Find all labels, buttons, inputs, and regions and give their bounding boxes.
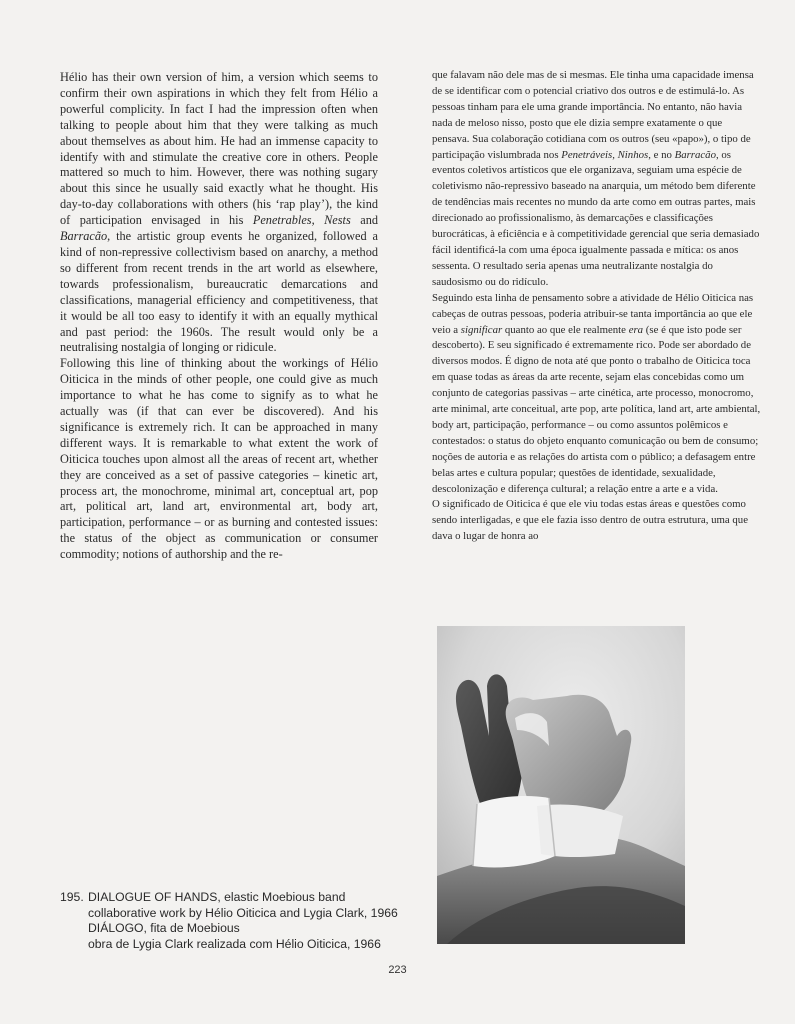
- barracao-title-en: Barracão: [60, 229, 108, 244]
- portuguese-column: [432, 68, 762, 545]
- caption-line-3: DIÁLOGO, fita de Moebious: [88, 921, 240, 935]
- portuguese-paragraph-3: O significado de Oiticica é que ele viu todas estas áreas e questões como sendo interligadas, e que ele fazia isso dentro de outra estrutura, uma que dava o lugar de honra ao: [432, 498, 748, 543]
- dialogue-of-hands-photo: [437, 626, 685, 944]
- page-number: 223: [388, 964, 407, 976]
- portuguese-paragraph-2: Seguindo esta linha de pensamento sobre a atividade de Hélio Oiticica nas cabeças de outras pessoas, poderia atribuir-se tanta importância ao que ele veio a significar quanto ao que ele realmente era (se é que isto pode ser descoberto). E seu significado é extremamente rico. Pode ser abordado de diversos modos. É digno de nota até que ponto o trabalho de Oiticica toca em quase todas as áreas da arte recente, sejam elas concebidas como um conjunto de categorias passivas – arte cinética, arte processo, monocromo, arte minimal, arte conceitual, arte pop, arte política, land art, arte ambiental, body art, participação, performance – ou como assuntos polêmicos e contestados: o status do objeto enquanto comunicação ou bem de consumo; noções de autoria e as relações do artista com o público; a defasagem entre belas artes e cultura popular; questões de identidade, sexualidade, descolonização e diferença cultural; a relação entre a arte e a vida.: [432, 291, 761, 495]
- works-title-pt: Penetráveis, Ninhos: [561, 148, 649, 161]
- figure-caption: [60, 890, 420, 952]
- english-paragraph-2: Following this line of thinking about the workings of Hélio Oiticica in the minds of other people, one could give as much importance to what he has come to signify as to what he actually was (if that can ever be discovered). And his significance is extremely rich. It can be approached in many different ways. It is remarkable to what extent the work of Oiticica touches upon almost all the areas of recent art, whether they are conceived as a set of passive categories – kinetic art, process art, the monochrome, minimal art, conceptual art, pop art, political art, land art, environmental art, body art, participation, performance – or as burning and contested issues: the status of the object as communication or consumer commodity; notions of authorship and the re-: [60, 356, 378, 562]
- english-paragraph-1: Hélio has their own version of him, a version which seems to confirm their own aspirations in which they felt from Hélio a powerful complicity. In fact I had the impression often when talking to people about him that they were talking as much about themselves as about him. He had an immense capacity to identify with and stimulate the creative core in others. People mattered so much to him. However, there was nothing sugary about this since he usually said exactly what he thought. His day-to-day collaborations with others (his ‘rap play’), the kind of participation envisaged in his Penetrables, Nests and Barracão, the artistic group events he organized, followed a kind of non-repressive collectivism based on anarchy, a method so different from recent trends in the art world as elsewhere, towards professionalism, bureaucratic demarcations and classifications, managerial efficiency and competitiveness, that it would be all too easy to identify it with an equally mythical and past period: the 1960s. The result would only be a neutralising nostalgia of longing or ridicule.: [60, 70, 378, 355]
- hands-photograph: [437, 626, 685, 944]
- figure-number: 195.: [60, 890, 84, 904]
- works-title-en: Penetrables, Nests: [252, 213, 351, 228]
- english-column: [60, 70, 378, 563]
- caption-line-1: DIALOGUE OF HANDS, elastic Moebious band: [88, 890, 346, 904]
- portuguese-paragraph-1: que falavam não dele mas de si mesmas. Ele tinha uma capacidade imensa de se identificar com o potencial criativo dos outros e de estimulá-lo. As pessoas tinham para ele uma grande importância. No entanto, não havia nada de meloso nisso, posto que ele dizia sempre exatamente o que pensava. Sua colaboração cotidiana com os outros (seu «papo»), o tipo de participação vislumbrada nos Penetráveis, Ninhos, e no Barracão, os eventos coletivos artísticos que ele organizava, seguiam uma espécie de coletivismo não-repressivo baseado na anarquia, um método bem diferente de tendências mais recentes no mundo da arte como em outras partes, mais direcionado ao profissionalismo, às demarcações e classificações burocráticas, à eficiência e à competitividade gerencial que seria demasiado fácil identificá-la com uma época igualmente passada e mítica: os anos sessenta. O resultado seria apenas uma neutralizante nostalgia do saudosismo ou do ridículo.: [432, 69, 760, 288]
- caption-line-2: collaborative work by Hélio Oiticica and Lygia Clark, 1966: [88, 905, 398, 920]
- caption-line-4: obra de Lygia Clark realizada com Hélio Oiticica, 1966: [88, 936, 381, 951]
- barracao-title-pt: Barracão: [674, 148, 716, 161]
